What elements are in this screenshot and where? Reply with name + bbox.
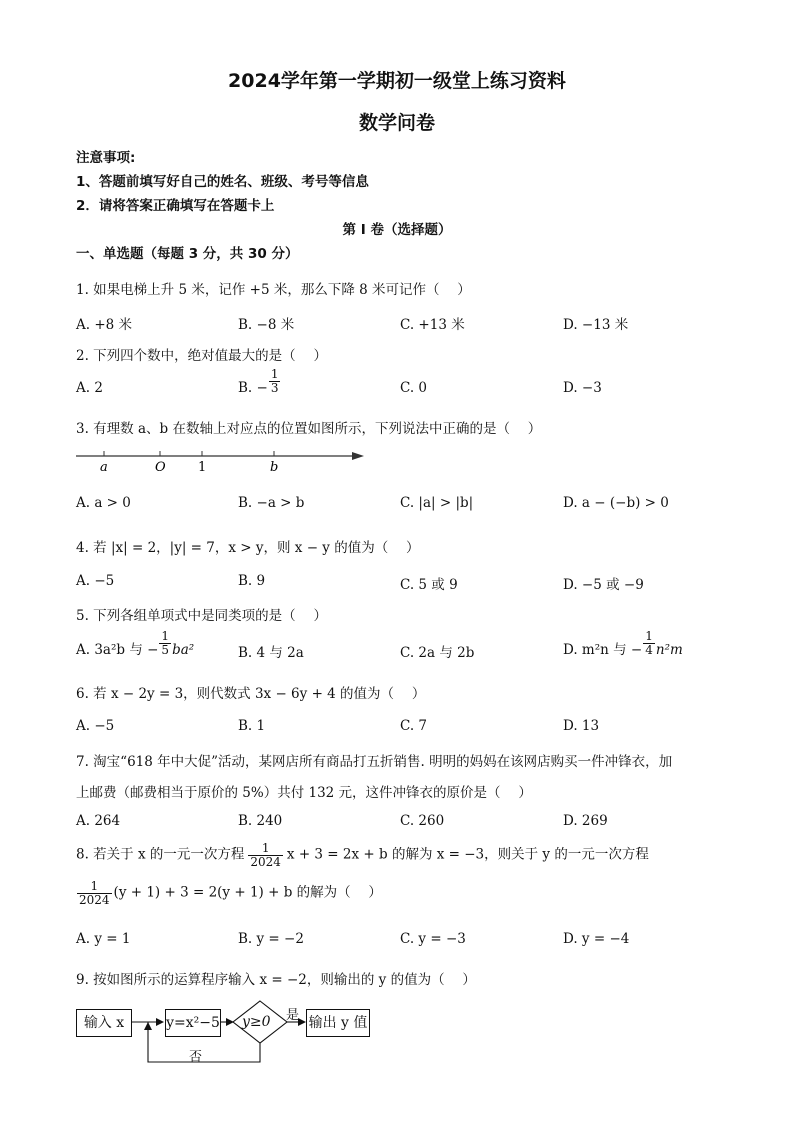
q4-option-a: A. −5 [76, 573, 115, 589]
number-line-label-o: O [155, 460, 166, 475]
q1-option-b: B. −8 米 [238, 317, 295, 333]
flowchart-input-box: 输入 x [76, 1009, 132, 1037]
q3-option-c: C. |a| > |b| [400, 495, 474, 511]
q5-option-c: C. 2a 与 2b [400, 645, 475, 661]
q6-option-d: D. 13 [563, 718, 600, 734]
q5-option-a: A. 3a²b 与 − $\frac{1}{5}$ ba² [76, 629, 195, 658]
q6-option-a: A. −5 [76, 718, 115, 734]
number-line-figure [70, 442, 370, 476]
number-line-label-b: b [270, 460, 279, 475]
q1-option-a: A. +8 米 [76, 317, 133, 333]
q6-option-c: C. 7 [400, 718, 428, 734]
number-line-label-a: a [100, 460, 108, 475]
question-7-stem-line-2: 上邮费（邮费相当于原价的 5%）共付 132 元，这件冲锋衣的原价是（ ） [76, 785, 532, 801]
question-7-stem-line-1: 7. 淘宝“618 年中大促”活动，某网店所有商品打五折销售. 明明的妈妈在该网店购买一件冲锋衣，加 [76, 754, 673, 770]
q2-option-a: A. 2 [76, 380, 103, 396]
question-3-stem: 3. 有理数 a、b 在数轴上对应点的位置如图所示，下列说法中正确的是（ ） [76, 421, 542, 437]
notes-heading: 注意事项: [76, 150, 136, 166]
q8-option-c: C. y = −3 [400, 931, 466, 947]
q1-option-c: C. +13 米 [400, 317, 465, 333]
question-6-stem: 6. 若 x − 2y = 3，则代数式 3x − 6y + 4 的值为（ ） [76, 686, 426, 702]
q7-option-b: B. 240 [238, 813, 283, 829]
q5-option-d: D. m²n 与 − $\frac{1}{4}$ n²m [563, 629, 683, 658]
q7-option-d: D. 269 [563, 813, 608, 829]
q3-option-d: D. a − (−b) > 0 [563, 495, 669, 511]
q7-option-a: A. 264 [76, 813, 121, 829]
flowchart-output-box: 输出 y 值 [306, 1009, 370, 1037]
question-2-stem: 2. 下列四个数中，绝对值最大的是（ ） [76, 348, 327, 364]
notes-item-2: 2．请将答案正确填写在答题卡上 [76, 198, 275, 214]
q1-option-d: D. −13 米 [563, 317, 629, 333]
q6-option-b: B. 1 [238, 718, 266, 734]
number-line-label-1: 1 [198, 460, 207, 475]
question-1-stem: 1. 如果电梯上升 5 米，记作 +5 米，那么下降 8 米可记作（ ） [76, 282, 471, 298]
q4-option-c: C. 5 或 9 [400, 577, 458, 593]
q2-option-d: D. −3 [563, 380, 602, 396]
q8-option-b: B. y = −2 [238, 931, 304, 947]
q3-option-a: A. a > 0 [76, 495, 131, 511]
q7-option-c: C. 260 [400, 813, 445, 829]
question-8-stem-line-2: $\frac{1}{2024}$ (y + 1) + 3 = 2(y + 1) + b 的解为（ ） [79, 879, 382, 907]
q5-option-b: B. 4 与 2a [238, 645, 304, 661]
flowchart-no-label: 否 [189, 1050, 203, 1065]
question-5-stem: 5. 下列各组单项式中是同类项的是（ ） [76, 608, 327, 624]
question-4-stem: 4. 若 |x| = 2，|y| = 7，x > y，则 x − y 的值为（ ） [76, 540, 420, 556]
volume-title: 第 I 卷（选择题） [342, 222, 452, 238]
q8-option-d: D. y = −4 [563, 931, 630, 947]
flowchart-process-box: y=x²−5 [165, 1009, 221, 1037]
section-heading: 一、单选题（每题 3 分，共 30 分） [76, 246, 299, 262]
q4-option-d: D. −5 或 −9 [563, 577, 644, 593]
question-8-stem-line-1: 8. 若关于 x 的一元一次方程 $\frac{1}{2024}$ x + 3 = 2x + b 的解为 x = −3，则关于 y 的一元一次方程 [76, 841, 649, 869]
q8-option-a: A. y = 1 [76, 931, 131, 947]
q2-option-b: B. − $\frac{1}{3}$ [238, 367, 279, 396]
question-9-stem: 9. 按如图所示的运算程序输入 x = −2，则输出的 y 的值为（ ） [76, 972, 476, 988]
flowchart-yes-label: 是 [286, 1008, 300, 1023]
q4-option-b: B. 9 [238, 573, 266, 589]
q3-option-b: B. −a > b [238, 495, 305, 511]
flowchart-decision-label: y≥0 [242, 1014, 271, 1030]
number-line-arrowhead [352, 452, 364, 460]
paper-title: 2024学年第一学期初一级堂上练习资料 [228, 70, 566, 92]
notes-item-1: 1、答题前填写好自己的姓名、班级、考号等信息 [76, 174, 369, 190]
q2-option-c: C. 0 [400, 380, 428, 396]
paper-subtitle: 数学问卷 [358, 112, 435, 134]
